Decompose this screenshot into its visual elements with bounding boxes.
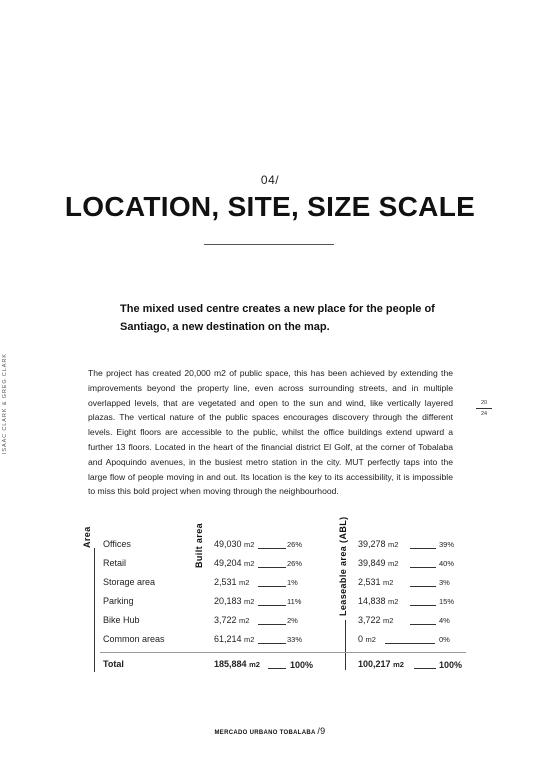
row-label: Total: [103, 659, 124, 669]
built-area-column-label: [194, 520, 206, 568]
built-leader: [258, 567, 286, 568]
page-footer: [0, 726, 540, 736]
leaseable-unit: m2: [388, 597, 399, 606]
page-title: LOCATION, SITE, SIZE SCALE: [64, 191, 476, 222]
body-paragraph: The project has created 20,000 m2 of public space, this has been achieved by extending the improvements beyond the property line, even across surrounding streets, and in multiple overlapped levels, that are vegetated and open to the sun and wind, like vertically layered plazas. The vertical nature of the public spaces encourages discovery through the different levels. Eight floors are accessible to the public, whilst the office buildings extend upward a further 13 floors. Located in the heart of the financial district El Golf, at the corner of Tobalaba and Apoquindo avenues, in the busiest metro station in the city. MUT perfectly taps into the large flow of people moving in and out. Its location is the key to its accessibility, it is impossible to miss this bold project when moving through the neighbourhood.: [88, 368, 453, 497]
leaseable-value: [358, 615, 393, 625]
leaseable-leader: [414, 668, 436, 669]
leaseable-value: [358, 539, 398, 549]
built-unit: m2: [239, 616, 250, 625]
built-percent: 26%: [287, 540, 303, 549]
row-label: Parking: [103, 596, 134, 606]
title-divider: [204, 244, 334, 245]
built-percent: 11%: [287, 597, 302, 606]
leaseable-label-text: Leaseable area (ABL): [338, 516, 348, 616]
row-label: Bike Hub: [103, 615, 140, 625]
leaseable-unit: m2: [365, 635, 376, 644]
leaseable-unit: m2: [388, 540, 399, 549]
built-unit: m2: [244, 540, 255, 549]
built-percent: 100%: [290, 660, 314, 670]
leaseable-leader: [410, 605, 436, 606]
leaseable-value: [358, 634, 376, 644]
built-number: 61,214: [214, 634, 242, 644]
built-unit: m2: [239, 578, 250, 587]
built-value: [214, 539, 254, 549]
page-fraction-top: 20: [480, 400, 488, 406]
built-value: [214, 615, 249, 625]
side-authors-text: ISAAC CLARK & GREG CLARK: [2, 353, 8, 454]
leaseable-percent: 100%: [439, 660, 463, 670]
leaseable-percent: 3%: [439, 578, 450, 587]
built-label-text: Built area: [194, 522, 204, 568]
leaseable-number: 0: [358, 634, 364, 644]
leaseable-value: [358, 659, 404, 669]
leaseable-value: [358, 596, 398, 606]
leaseable-number: 3,722: [358, 615, 381, 625]
leaseable-number: 2,531: [358, 577, 381, 587]
leaseable-percent: 40%: [439, 559, 455, 568]
page-fraction-bottom: 24: [480, 411, 488, 417]
built-leader: [258, 624, 286, 625]
footer-page-number: /9: [317, 726, 326, 736]
leaseable-unit: m2: [393, 660, 404, 669]
leaseable-unit: m2: [383, 578, 394, 587]
leaseable-leader: [410, 567, 436, 568]
leaseable-area-column-label: [338, 516, 350, 616]
leaseable-value: [358, 577, 393, 587]
built-leader: [258, 605, 286, 606]
built-unit: m2: [244, 635, 255, 644]
leaseable-number: 39,849: [358, 558, 386, 568]
footer-title: MERCADO URBANO TOBALABA: [214, 730, 316, 736]
built-number: 20,183: [214, 596, 242, 606]
leaseable-percent: 0%: [439, 635, 450, 644]
built-unit: m2: [244, 559, 255, 568]
built-percent: 26%: [287, 559, 303, 568]
leaseable-value: [358, 558, 398, 568]
lead-paragraph: The mixed used centre creates a new place for the people of Santiago, a new destination on the map.: [120, 303, 435, 333]
row-label: Storage area: [103, 577, 156, 587]
side-authors-credit: [2, 353, 14, 454]
built-value: [214, 596, 254, 606]
section-number: 04/: [260, 173, 280, 187]
built-unit: m2: [249, 660, 260, 669]
built-number: 2,531: [214, 577, 237, 587]
built-percent: 2%: [287, 616, 298, 625]
area-label-text: Area: [82, 526, 92, 548]
built-leader: [258, 643, 286, 644]
area-column-label: [82, 518, 94, 548]
leaseable-leader: [385, 643, 435, 644]
built-value: [214, 577, 249, 587]
leaseable-number: 100,217: [358, 659, 391, 669]
leaseable-number: 14,838: [358, 596, 386, 606]
total-divider: [100, 652, 466, 653]
leaseable-leader: [410, 548, 436, 549]
page-fraction: [476, 399, 492, 418]
leaseable-percent: 4%: [439, 616, 450, 625]
leaseable-unit: m2: [388, 559, 399, 568]
area-column-line: [94, 548, 95, 672]
row-label: Offices: [103, 539, 131, 549]
leaseable-unit: m2: [383, 616, 394, 625]
built-number: 185,884: [214, 659, 247, 669]
built-number: 49,030: [214, 539, 242, 549]
page-fraction-bar: [476, 408, 492, 409]
built-leader: [268, 668, 286, 669]
leaseable-leader: [410, 624, 436, 625]
built-unit: m2: [244, 597, 255, 606]
built-value: [214, 558, 254, 568]
row-label: Retail: [103, 558, 127, 568]
row-label: Common areas: [103, 634, 165, 644]
leaseable-percent: 39%: [439, 540, 455, 549]
built-leader: [258, 548, 286, 549]
built-percent: 33%: [287, 635, 303, 644]
built-leader: [258, 586, 286, 587]
built-value: [214, 659, 260, 669]
leaseable-column-line: [345, 620, 346, 670]
leaseable-percent: 15%: [439, 597, 455, 606]
leaseable-leader: [410, 586, 436, 587]
leaseable-number: 39,278: [358, 539, 386, 549]
built-number: 3,722: [214, 615, 237, 625]
built-number: 49,204: [214, 558, 242, 568]
built-value: [214, 634, 254, 644]
built-percent: 1%: [287, 578, 298, 587]
